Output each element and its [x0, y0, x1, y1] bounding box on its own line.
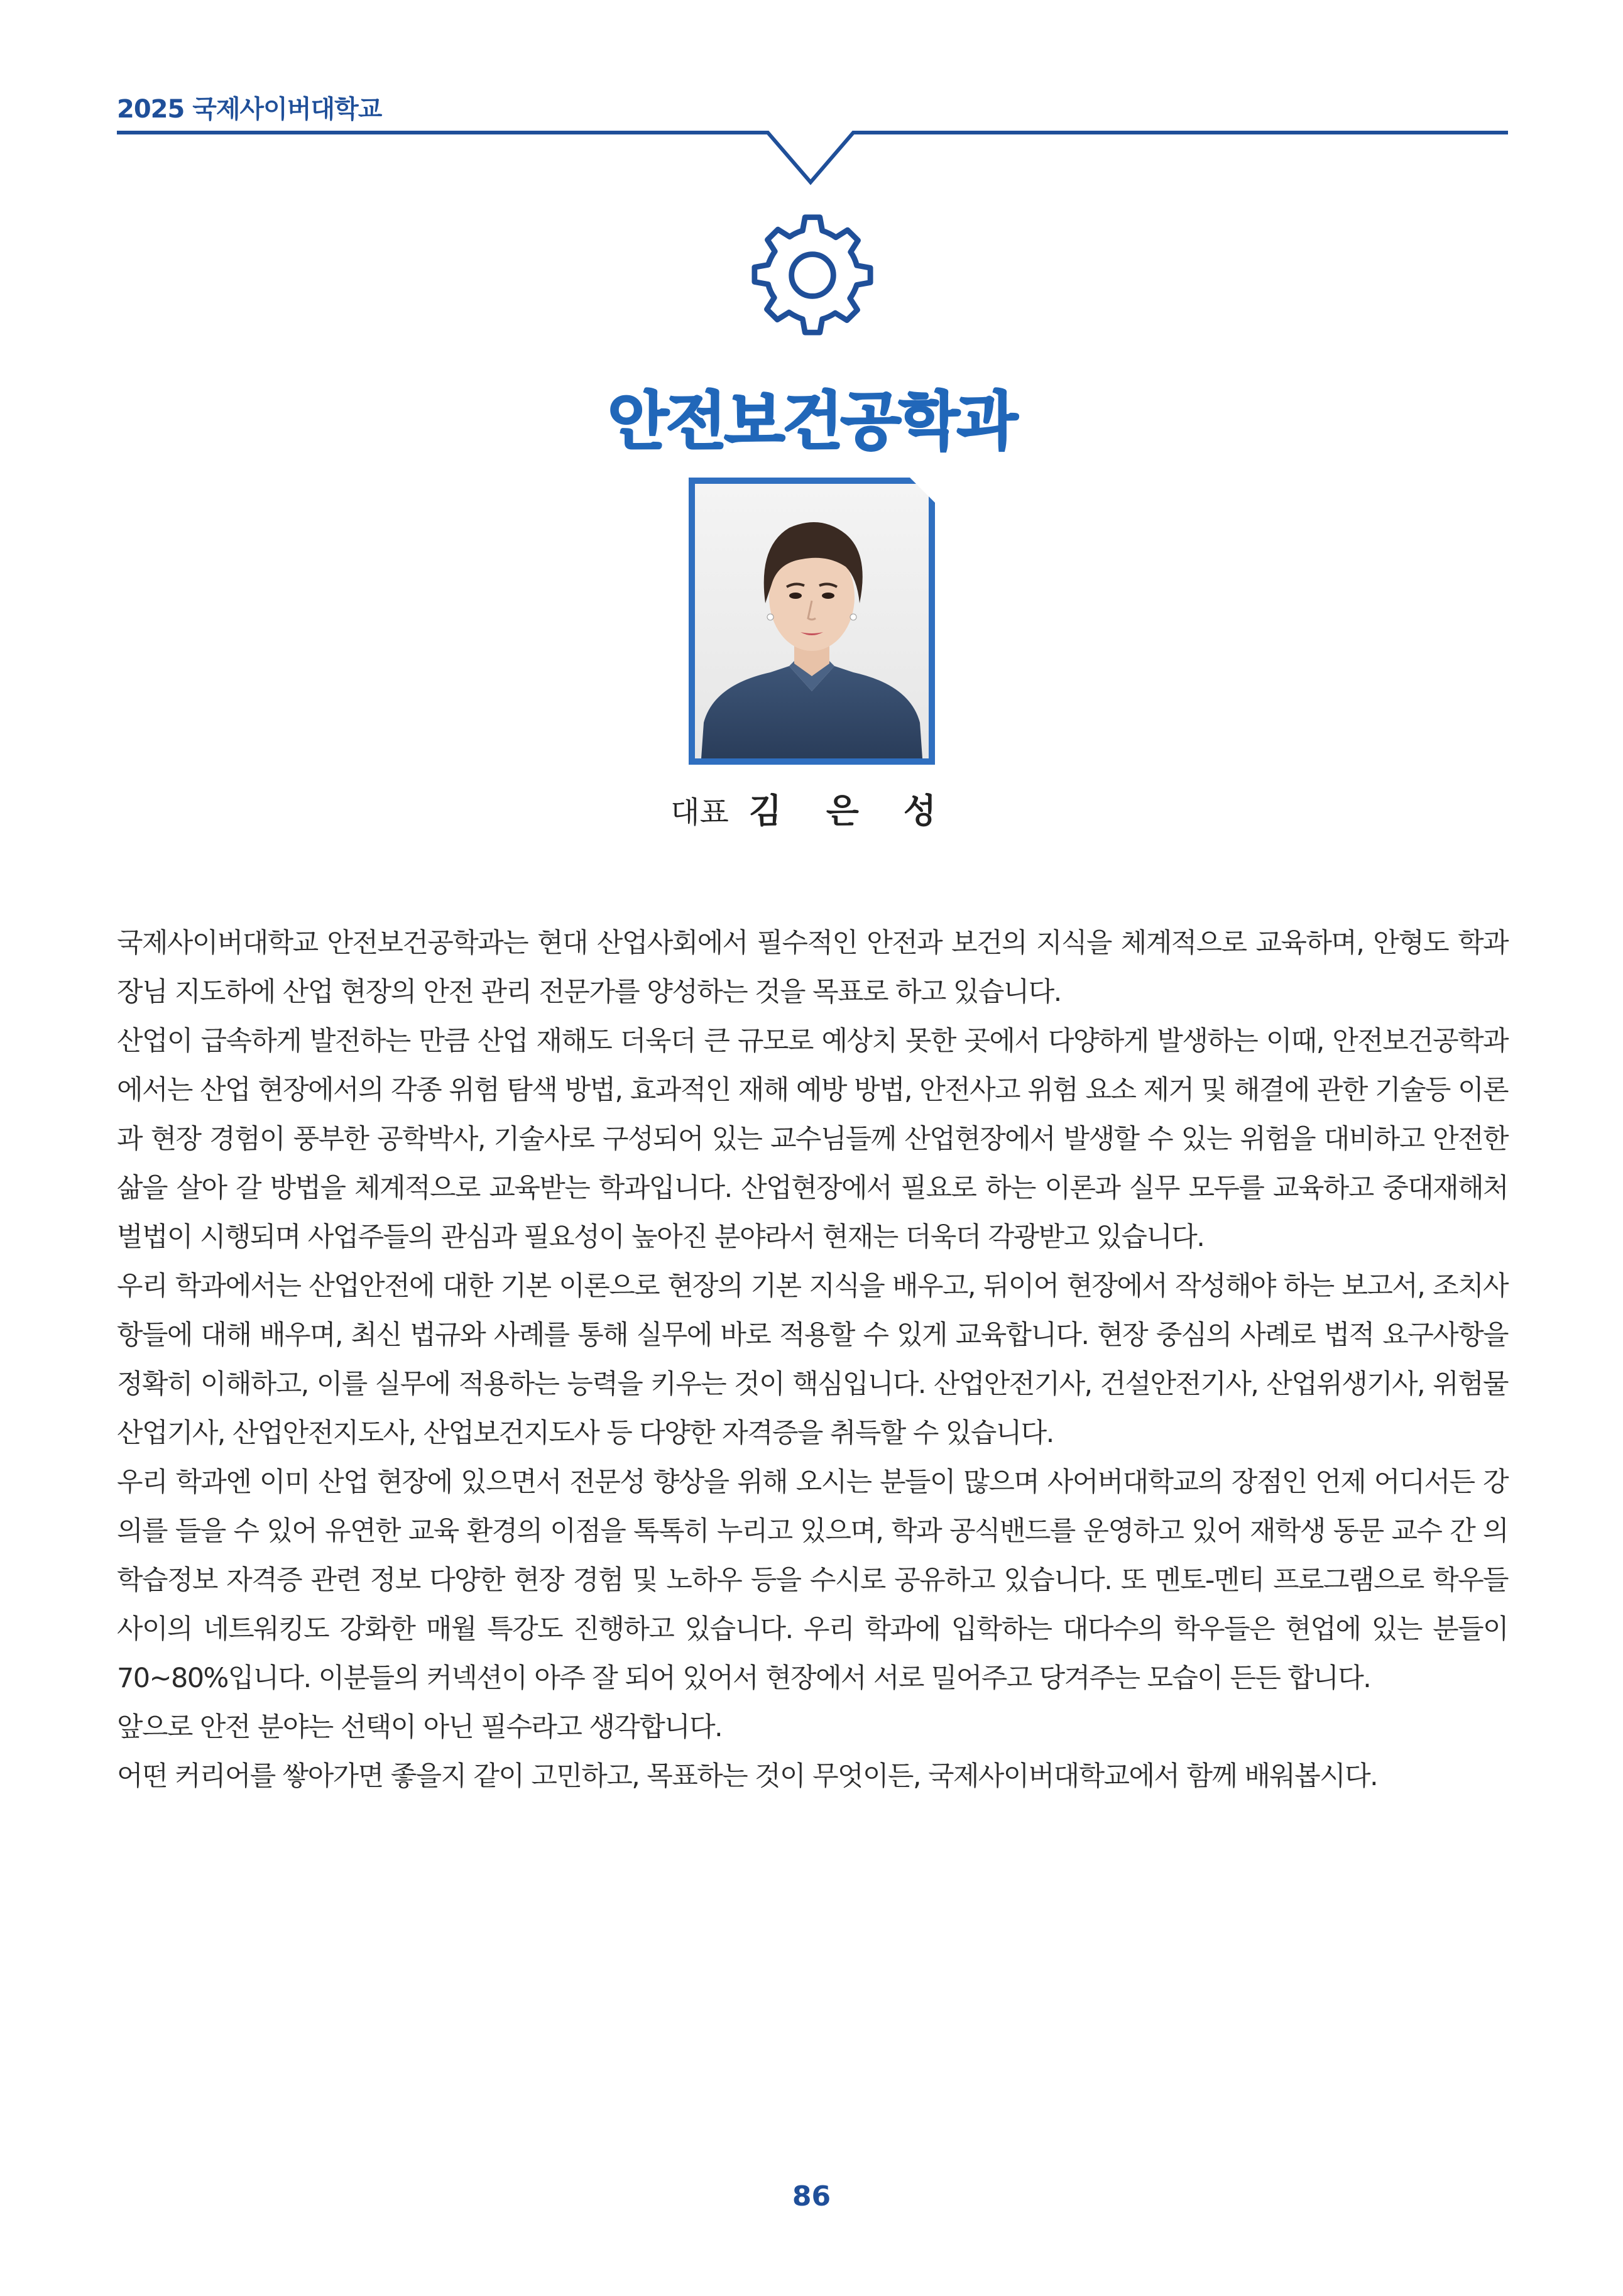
paragraph-community: 우리 학과엔 이미 산업 현장에 있으면서 전문성 향상을 위해 오시는 분들이 많으며 사어버대학교의 장점인 언제 어디서든 강의를 들을 수 있어 유연한 교육 환경의 이점을 톡톡히 누리고 있으며, 학과 공식밴드를 운영하고 있어 재학생 동문 교수 간 의 학습정보 자격증 관련 정보 다양한 현장 경험 및 노하우 등을 수시로 공유하고 있습니다. 또 멘토-멘티 프로그램으로 학우들 사이의 네트워킹도 강화한 매월 특강도 진행하고 있습니다. 우리 학과에 입학하는 대다수의 학우들은 현업에 있는 분들이 70~80%입니다. 이분들의 커넥션이 아주 잘 되어 있어서 현장에서 서로 밀어주고 당겨주는 모습이 든든 합니다.: [117, 1467, 1508, 1694]
representative-line: [0, 784, 1623, 833]
representative-label: 대표: [670, 795, 729, 830]
page-number: 86: [792, 2180, 831, 2212]
portrait-photo: [695, 484, 929, 758]
chevron-down-icon: [117, 133, 1508, 182]
frame-corner-notch: [909, 476, 936, 504]
paragraph-industrial-safety: 산업이 급속하게 발전하는 만큼 산업 재해도 더욱더 큰 규모로 예상치 못한 곳에서 다양하게 발생하는 이때, 안전보건공학과에서는 산업 현장에서의 각종 위험 탐색 방법, 효과적인 재해 예방 방법, 안전사고 위험 요소 제거 및 해결에 관한 기술등 이론과 현장 경험이 풍부한 공학박사, 기술사로 구성되어 있는 교수님들께 산업현장에서 발생할 수 있는 위험을 대비하고 안전한 삶을 살아 갈 방법을 체계적으로 교육받는 학과입니다. 산업현장에서 필요로 하는 이론과 실무 모두를 교육하고 중대재해처벌법이 시행되며 사업주들의 관심과 필요성이 높아진 분야라서 현재는 더욱더 각광받고 있습니다.: [117, 1025, 1508, 1253]
department-introduction: [117, 919, 1508, 1801]
paragraph-curriculum: 우리 학과에서는 산업안전에 대한 기본 이론으로 현장의 기본 지식을 배우고, 뒤이어 현장에서 작성해야 하는 보고서, 조치사항들에 대해 배우며, 최신 법규와 사례를 통해 실무에 바로 적용할 수 있게 교육합니다. 현장 중심의 사례로 법적 요구사항을 정확히 이해하고, 이를 실무에 적용하는 능력을 키우는 것이 핵심입니다. 산업안전기사, 건설안전기사, 산업위생기사, 위험물산업기사, 산업안전지도사, 산업보건지도사 등 다양한 자격증을 취득할 수 있습니다.: [117, 1271, 1508, 1449]
running-header: 2025 국제사이버대학교: [117, 95, 382, 124]
gear-icon: [751, 214, 874, 337]
paragraph-intro: 국제사이버대학교 안전보건공학과는 현대 산업사회에서 필수적인 안전과 보건의 지식을 체계적으로 교육하며, 안형도 학과장님 지도하에 산업 현장의 안전 관리 전문가를 양성하는 것을 목표로 하고 있습니다.: [117, 927, 1508, 1008]
representative-name: 김 은 성: [748, 791, 953, 831]
header-rule: [0, 119, 1623, 201]
representative-photo-frame: [689, 478, 935, 765]
paragraph-closing: 어떤 커리어를 쌓아가면 좋을지 같이 고민하고, 목표하는 것이 무엇이든, 국제사이버대학교에서 함께 배워봅시다.: [117, 1761, 1378, 1792]
department-title: 안전보건공학과: [608, 385, 1015, 458]
paragraph-outlook: 앞으로 안전 분야는 선택이 아닌 필수라고 생각합니다.: [117, 1712, 723, 1743]
